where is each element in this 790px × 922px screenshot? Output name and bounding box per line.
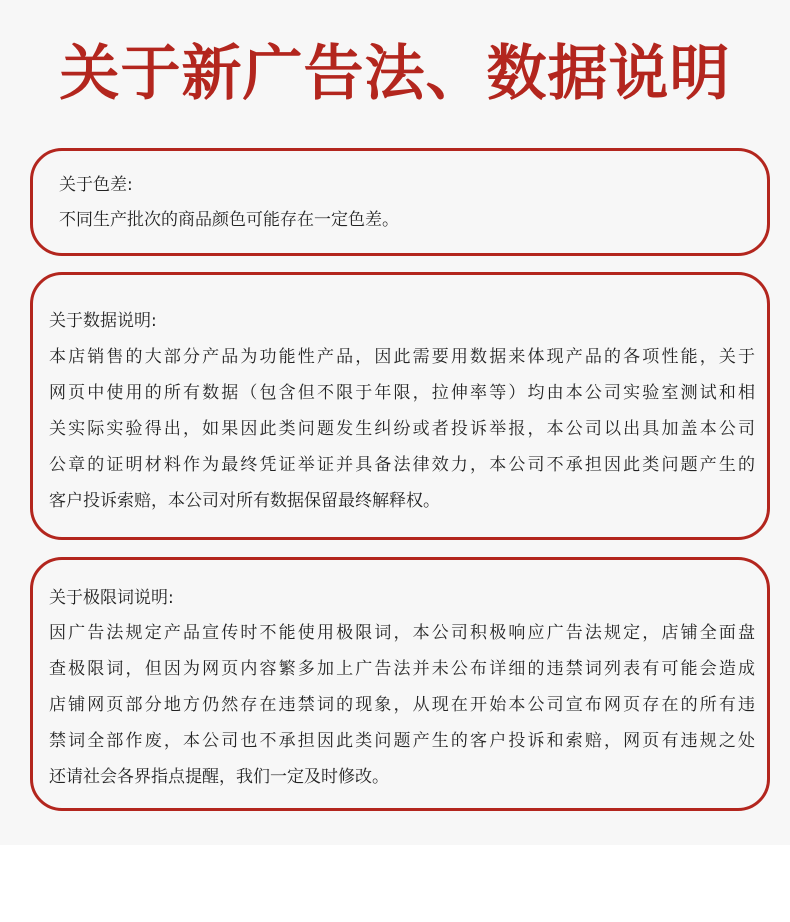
- data-statement-line: 本店销售的大部分产品为功能性产品，因此需要用数据来体现产品的各项性能，关于: [49, 347, 755, 367]
- data-statement-line: 客户投诉索赔，本公司对所有数据保留最终解释权。: [49, 491, 440, 511]
- color-difference-card: [30, 148, 770, 256]
- data-statement-line: 公章的证明材料作为最终凭证举证并具备法律效力，本公司不承担因此类问题产生的: [49, 455, 755, 475]
- color-difference-text: 不同生产批次的商品颜色可能存在一定色差。: [59, 210, 399, 230]
- restricted-words-line: 因广告法规定产品宣传时不能使用极限词，本公司积极响应广告法规定，店铺全面盘: [49, 623, 755, 643]
- data-statement-body: [49, 345, 755, 525]
- data-statement-heading: 关于数据说明:: [49, 311, 157, 331]
- restricted-words-line: 店铺网页部分地方仍然存在违禁词的现象，从现在开始本公司宣布网页存在的所有违: [49, 695, 755, 715]
- page-title: 关于新广告法、数据说明: [59, 39, 731, 109]
- data-statement-line: 关实际实验得出，如果因此类问题发生纠纷或者投诉举报，本公司以出具加盖本公司: [49, 419, 755, 439]
- restricted-words-line: 还请社会各界指点提醒，我们一定及时修改。: [49, 767, 389, 787]
- restricted-words-heading: 关于极限词说明:: [49, 588, 174, 608]
- restricted-words-body: [49, 621, 755, 801]
- color-difference-heading: 关于色差:: [59, 175, 133, 195]
- data-statement-line: 网页中使用的所有数据（包含但不限于年限，拉伸率等）均由本公司实验室测试和相: [49, 383, 755, 403]
- restricted-words-line: 查极限词，但因为网页内容繁多加上广告法并未公布详细的违禁词列表有可能会造成: [49, 659, 755, 679]
- restricted-words-card: [30, 557, 770, 811]
- restricted-words-line: 禁词全部作废，本公司也不承担因此类问题产生的客户投诉和索赔，网页有违规之处: [49, 731, 755, 751]
- data-statement-card: [30, 272, 770, 540]
